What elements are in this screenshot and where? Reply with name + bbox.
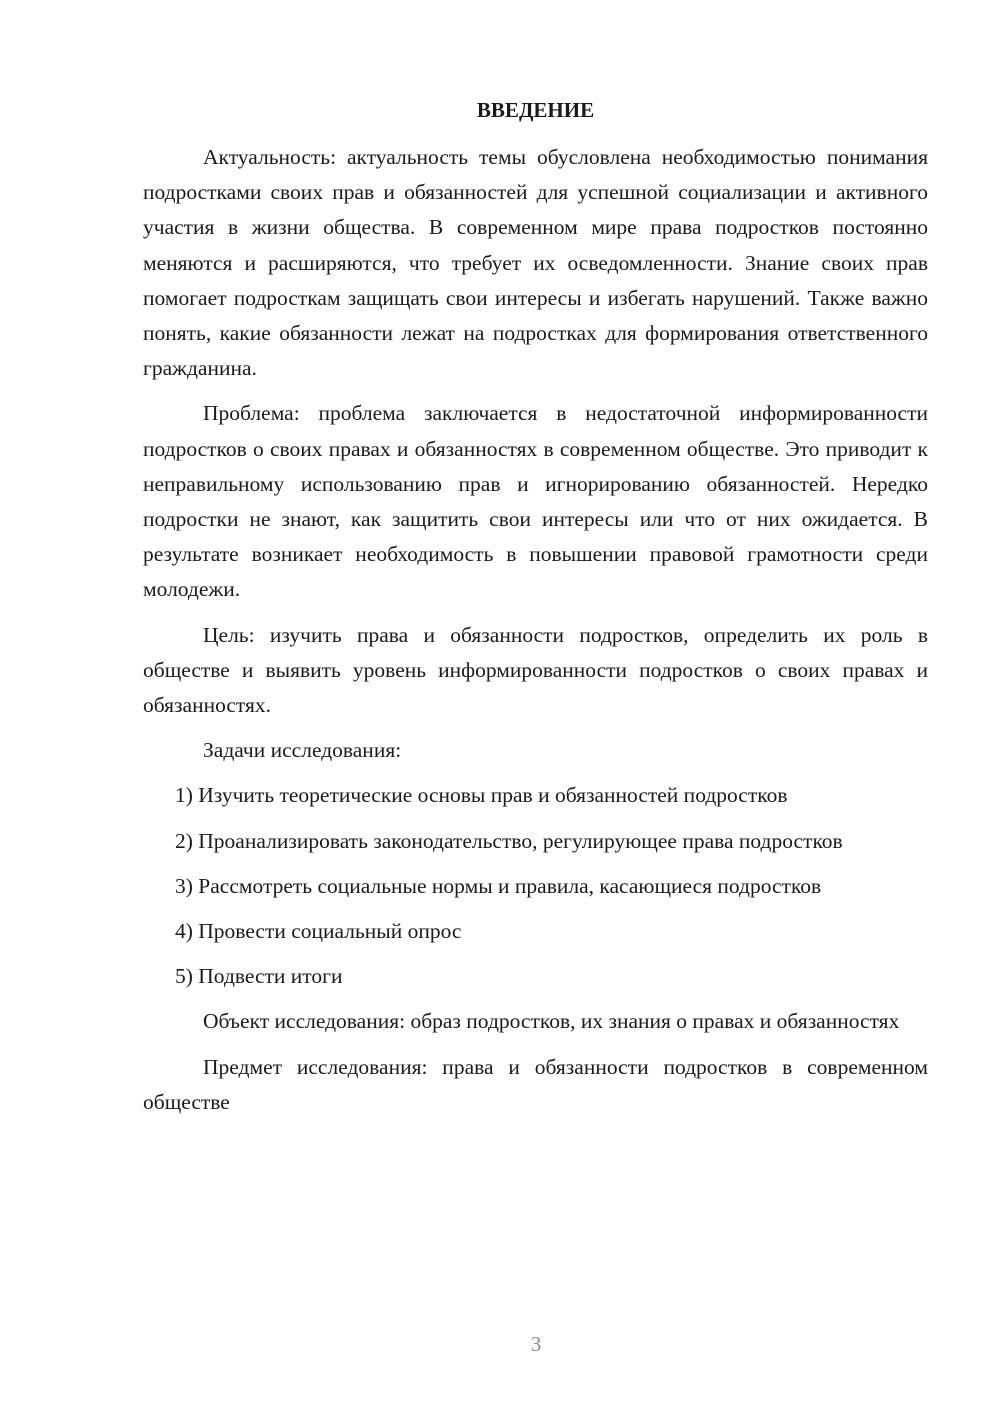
tasks-title: Задачи исследования:: [203, 738, 402, 763]
task-item-2: 2) Проанализировать законодательство, регулирующее права подростков: [175, 828, 843, 853]
page-number: 3: [530, 1332, 542, 1356]
document-body: [143, 92, 928, 1130]
task-item-4: 4) Провести социальный опрос: [175, 919, 462, 944]
section-heading: ВВЕДЕНИЕ: [476, 98, 595, 122]
paragraph-problem: Проблема: проблема заключается в недостаточной информированности подростков о своих правах и обязанностях в современном обществе. Это приводит к неправильному использованию прав и игнорированию обязанностей. Нередко подростки не знают, как защитить свои интересы или что от них ожидается. В результате возникает необходимость в повышении правовой грамотности среди молодежи.: [143, 401, 928, 602]
paragraph-subject: Предмет исследования: права и обязанности подростков в современном обществе: [143, 1054, 928, 1114]
task-item-3: 3) Рассмотреть социальные нормы и правила, касающиеся подростков: [175, 873, 822, 898]
paragraph-goal: Цель: изучить права и обязанности подростков, определить их роль в обществе и выявить уровень информированности подростков о своих правах и обязанностях.: [143, 622, 928, 718]
task-item-5: 5) Подвести итоги: [175, 964, 343, 989]
paragraph-relevance: Актуальность: актуальность темы обусловлена необходимостью понимания подростками своих прав и обязанностей для успешной социализации и активного участия в жизни общества. В современном мире права подростков постоянно меняются и расширяются, что требует их осведомленности. Знание своих прав помогает подросткам защищать свои интересы и избегать нарушений. Также важно понять, какие обязанности лежат на подростках для формирования ответственного гражданина.: [143, 145, 928, 381]
paragraph-object: Объект исследования: образ подростков, их знания о правах и обязанностях: [203, 1009, 900, 1034]
task-item-1: 1) Изучить теоретические основы прав и обязанностей подростков: [175, 783, 788, 808]
